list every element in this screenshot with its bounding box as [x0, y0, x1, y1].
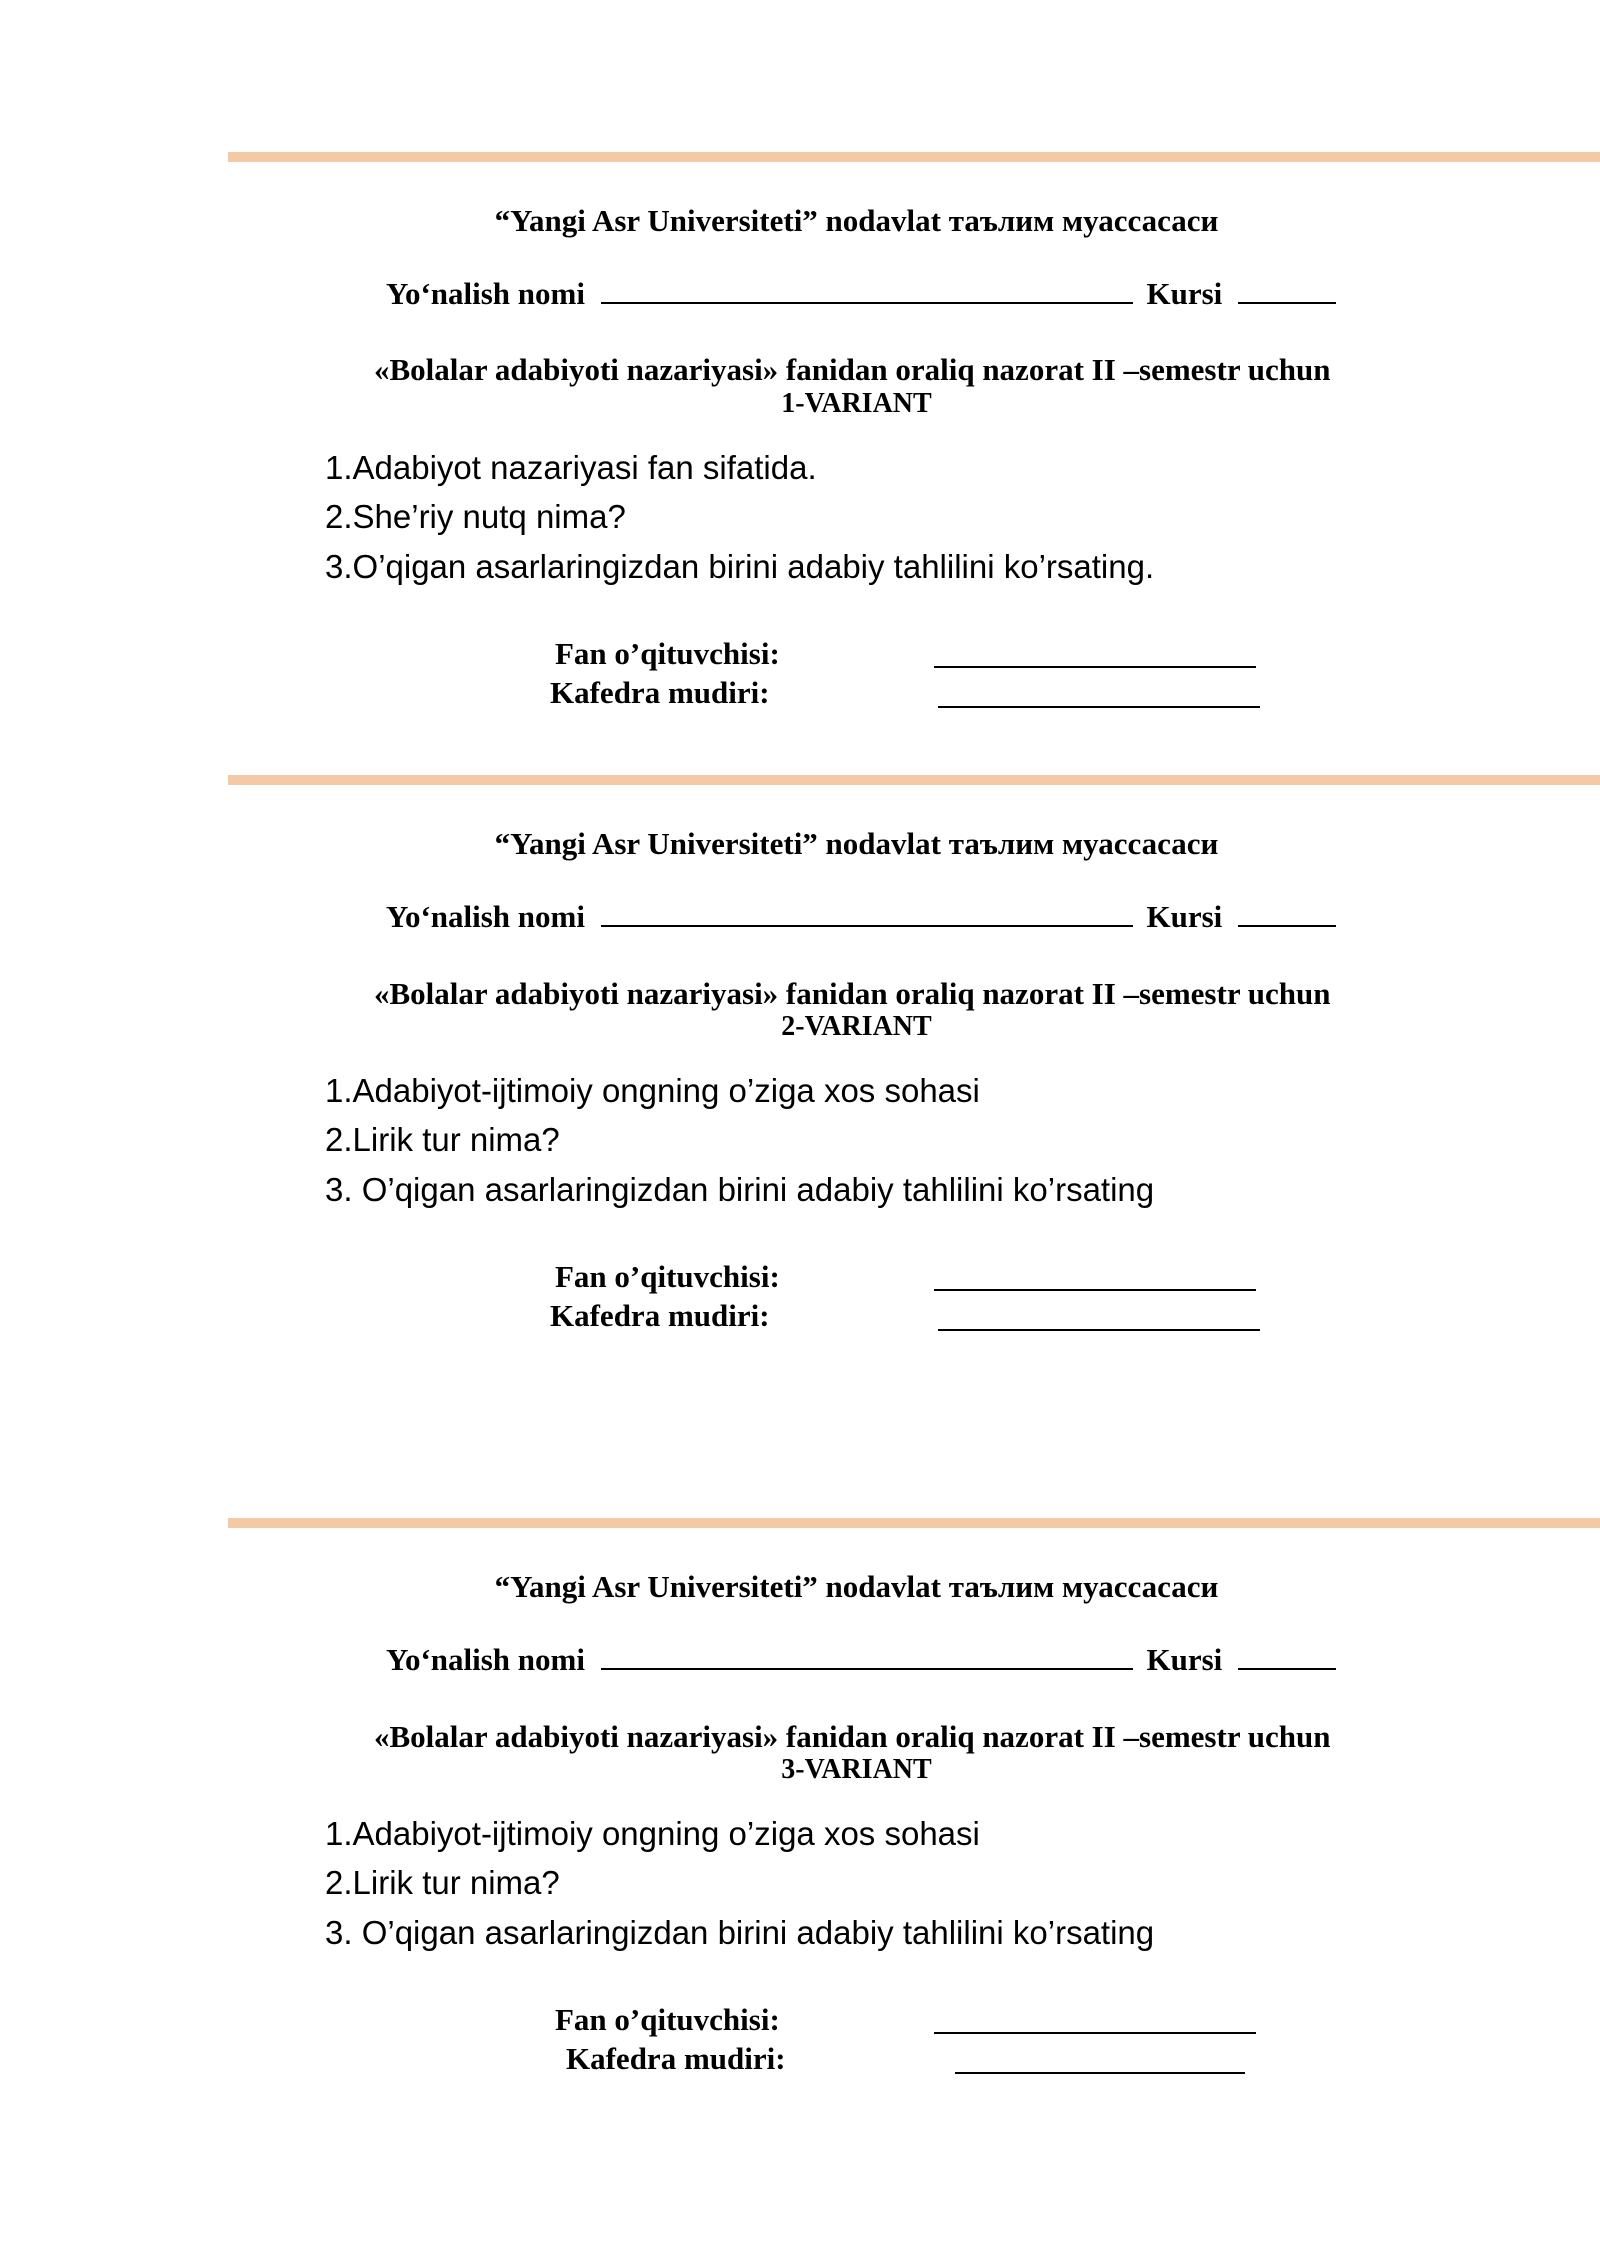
direction-blank[interactable]	[601, 278, 1133, 304]
direction-label: Yo‘nalish nomi	[386, 1642, 585, 1677]
direction-label: Yo‘nalish nomi	[386, 899, 585, 934]
subject-line: «Bolalar adabiyoti nazariyasi» fanidan oraliq nazorat II –semestr uchun	[374, 1719, 1331, 1754]
course-blank[interactable]	[1238, 901, 1336, 927]
teacher-signature-line[interactable]	[934, 2032, 1256, 2034]
head-signature-line[interactable]	[938, 1329, 1260, 1331]
question-2: 2.Lirik tur nima?	[325, 1121, 560, 1158]
direction-row	[386, 1642, 1336, 1678]
section-divider	[228, 152, 1600, 162]
question-3: 3. O’qigan asarlaringizdan birini adabiy tahlilini ko’rsating	[325, 1171, 1155, 1208]
direction-row	[386, 276, 1336, 312]
head-label: Kafedra mudiri:	[550, 675, 770, 710]
teacher-label: Fan o’qituvchisi:	[555, 1259, 780, 1294]
course-label: Kursi	[1146, 899, 1223, 934]
course-blank[interactable]	[1238, 278, 1336, 304]
question-1: 1.Adabiyot-ijtimoiy ongning o’ziga xos sohasi	[325, 1815, 980, 1852]
question-3: 3. O’qigan asarlaringizdan birini adabiy tahlilini ko’rsating	[325, 1914, 1155, 1951]
direction-label: Yo‘nalish nomi	[386, 276, 585, 311]
head-signature-line[interactable]	[955, 2072, 1245, 2074]
direction-blank[interactable]	[601, 901, 1133, 927]
question-3: 3.O’qigan asarlaringizdan birini adabiy tahlilini ko’rsating.	[325, 548, 1155, 585]
institution-title: “Yangi Asr Universiteti” nodavlat таълим муассасаси	[494, 203, 1219, 238]
question-2: 2.Lirik tur nima?	[325, 1864, 560, 1901]
course-blank[interactable]	[1238, 1644, 1336, 1670]
question-1: 1.Adabiyot-ijtimoiy ongning o’ziga xos sohasi	[325, 1072, 980, 1109]
subject-line: «Bolalar adabiyoti nazariyasi» fanidan oraliq nazorat II –semestr uchun	[374, 976, 1331, 1011]
head-label: Kafedra mudiri:	[550, 1298, 770, 1333]
question-2: 2.She’riy nutq nima?	[325, 498, 626, 535]
question-1: 1.Adabiyot nazariyasi fan sifatida.	[325, 449, 817, 486]
head-signature-line[interactable]	[938, 706, 1260, 708]
direction-blank[interactable]	[601, 1644, 1133, 1670]
section-divider	[228, 775, 1600, 785]
subject-line: «Bolalar adabiyoti nazariyasi» fanidan oraliq nazorat II –semestr uchun	[374, 352, 1331, 387]
teacher-label: Fan o’qituvchisi:	[555, 2002, 780, 2037]
variant-label: 2-VARIANT	[781, 1011, 932, 1042]
institution-title: “Yangi Asr Universiteti” nodavlat таълим муассасаси	[494, 826, 1219, 861]
course-label: Kursi	[1146, 276, 1223, 311]
head-label: Kafedra mudiri:	[566, 2041, 786, 2076]
direction-row	[386, 899, 1336, 935]
institution-title: “Yangi Asr Universiteti” nodavlat таълим муассасаси	[494, 1569, 1219, 1604]
variant-label: 1-VARIANT	[781, 388, 932, 419]
teacher-signature-line[interactable]	[934, 1289, 1256, 1291]
course-label: Kursi	[1146, 1642, 1223, 1677]
section-divider	[228, 1518, 1600, 1528]
teacher-signature-line[interactable]	[934, 666, 1256, 668]
variant-label: 3-VARIANT	[781, 1754, 932, 1785]
teacher-label: Fan o’qituvchisi:	[555, 636, 780, 671]
